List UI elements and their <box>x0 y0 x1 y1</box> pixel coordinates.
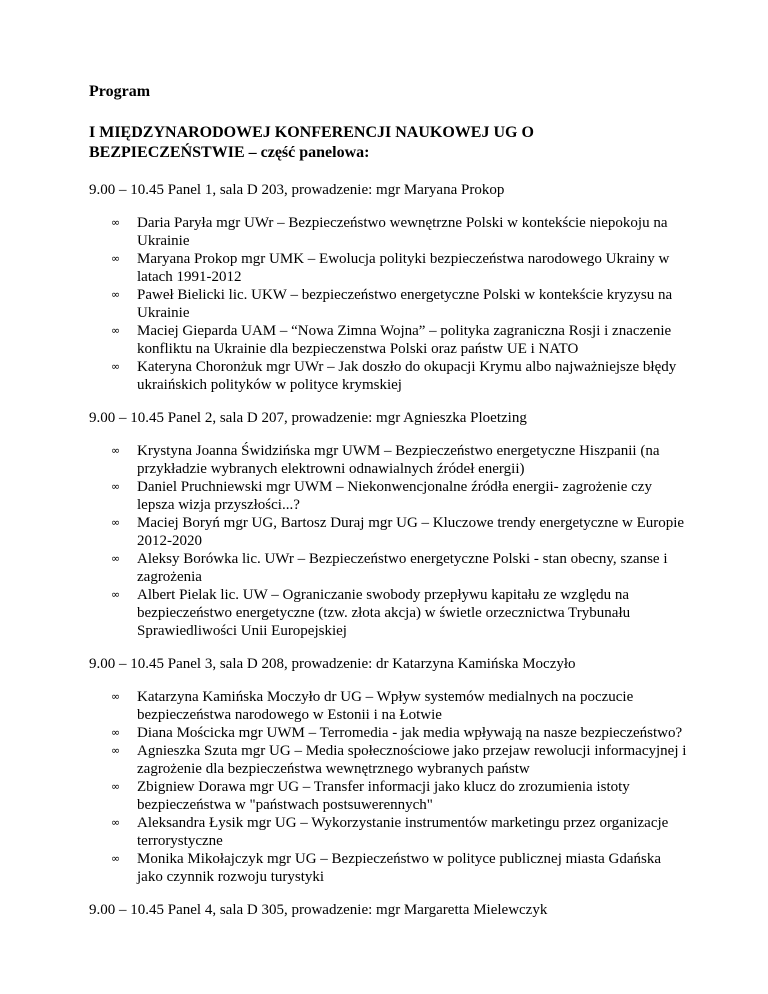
talk-item <box>111 322 689 358</box>
talk-item <box>111 586 689 640</box>
bullet-icon: ∞ <box>111 780 121 793</box>
talk-text: Albert Pielak lic. UW – Ograniczanie swobody przepływu kapitału ze względu na bezpieczeństwo energetyczne (tzw. złota akcja) w świetle orzecznictwa Trybunału Sprawiedliwości Unii Europejskiej <box>137 587 631 639</box>
panel-header: 9.00 – 10.45 Panel 3, sala D 208, prowadzenie: dr Katarzyna Kamińska Moczyło <box>89 656 576 672</box>
talk-item <box>111 850 689 886</box>
bullet-icon: ∞ <box>111 252 121 265</box>
talk-item <box>111 358 689 394</box>
talk-text: Aleksandra Łysik mgr UG – Wykorzystanie instrumentów marketingu przez organizacje terrorystyczne <box>137 815 669 849</box>
talk-text: Diana Mościcka mgr UWM – Terromedia - jak media wpływają na nasze bezpieczeństwo? <box>137 725 683 741</box>
bullet-icon: ∞ <box>111 852 121 865</box>
talk-text: Maciej Boryń mgr UG, Bartosz Duraj mgr UG – Kluczowe trendy energetyczne w Europie 2012-2020 <box>137 515 685 549</box>
panel-section <box>89 655 689 886</box>
panel-section <box>89 409 689 640</box>
talk-item <box>111 814 689 850</box>
conference-heading: I MIĘDZYNARODOWEJ KONFERENCJI NAUKOWEJ UG O BEZPIECZEŃSTWIE – część panelowa: <box>89 124 534 161</box>
bullet-icon: ∞ <box>111 216 121 229</box>
bullet-icon: ∞ <box>111 288 121 301</box>
talk-text: Katarzyna Kamińska Moczyło dr UG – Wpływ systemów medialnych na poczucie bezpieczeństwa narodowego w Estonii i na Łotwie <box>137 689 634 723</box>
talk-text: Daniel Pruchniewski mgr UWM – Niekonwencjonalne źródła energii- zagrożenie czy lepsza wizja przyszłości...? <box>137 479 652 513</box>
talk-item <box>111 778 689 814</box>
panels-container <box>89 181 689 919</box>
talk-item <box>111 250 689 286</box>
talk-item <box>111 514 689 550</box>
bullet-icon: ∞ <box>111 552 121 565</box>
talk-item <box>111 742 689 778</box>
panel-header: 9.00 – 10.45 Panel 1, sala D 203, prowadzenie: mgr Maryana Prokop <box>89 182 505 198</box>
panel-header: 9.00 – 10.45 Panel 2, sala D 207, prowadzenie: mgr Agnieszka Ploetzing <box>89 410 527 426</box>
bullet-icon: ∞ <box>111 516 121 529</box>
talk-list <box>89 214 689 394</box>
talk-text: Agnieszka Szuta mgr UG – Media społecznościowe jako przejaw rewolucji informacyjnej i zagrożenie dla bezpieczeństwa wewnętrznego wybranych państw <box>137 743 687 777</box>
talk-text: Aleksy Borówka lic. UWr – Bezpieczeństwo energetyczne Polski - stan obecny, szanse i zagrożenia <box>137 551 668 585</box>
talk-text: Krystyna Joanna Świdzińska mgr UWM – Bezpieczeństwo energetyczne Hiszpanii (na przykładzie wybranych elektrowni odnawialnych źródeł energii) <box>137 443 660 477</box>
talk-list <box>89 442 689 640</box>
bullet-icon: ∞ <box>111 816 121 829</box>
bullet-icon: ∞ <box>111 360 121 373</box>
document-page <box>89 82 689 934</box>
talk-text: Daria Paryła mgr UWr – Bezpieczeństwo wewnętrzne Polski w kontekście niepokoju na Ukrainie <box>137 215 668 249</box>
bullet-icon: ∞ <box>111 444 121 457</box>
talk-item <box>111 688 689 724</box>
talk-list <box>89 688 689 886</box>
bullet-icon: ∞ <box>111 324 121 337</box>
talk-text: Monika Mikołajczyk mgr UG – Bezpieczeństwo w polityce publicznej miasta Gdańska jako czynnik rozwoju turystyki <box>137 851 662 885</box>
panel-section <box>89 181 689 394</box>
talk-text: Zbigniew Dorawa mgr UG – Transfer informacji jako klucz do zrozumienia istoty bezpieczeństwa w "państwach postsuwerennych" <box>137 779 630 813</box>
talk-item <box>111 442 689 478</box>
talk-item <box>111 724 689 742</box>
panel-section <box>89 901 689 919</box>
panel-header: 9.00 – 10.45 Panel 4, sala D 305, prowadzenie: mgr Margaretta Mielewczyk <box>89 902 548 918</box>
talk-item <box>111 550 689 586</box>
talk-text: Kateryna Choronżuk mgr UWr – Jak doszło do okupacji Krymu albo najważniejsze błędy ukraińskich polityków w polityce krymskiej <box>137 359 677 393</box>
document-title: Program <box>89 83 151 100</box>
talk-text: Maryana Prokop mgr UMK – Ewolucja polityki bezpieczeństwa narodowego Ukrainy w latach 1991-2012 <box>137 251 670 285</box>
bullet-icon: ∞ <box>111 588 121 601</box>
talk-text: Maciej Gieparda UAM – “Nowa Zimna Wojna” – polityka zagraniczna Rosji i znaczenie konfliktu na Ukrainie dla bezpieczenstwa Polski oraz państw UE i NATO <box>137 323 672 357</box>
talk-item <box>111 214 689 250</box>
bullet-icon: ∞ <box>111 480 121 493</box>
bullet-icon: ∞ <box>111 690 121 703</box>
talk-item <box>111 478 689 514</box>
talk-item <box>111 286 689 322</box>
bullet-icon: ∞ <box>111 744 121 757</box>
bullet-icon: ∞ <box>111 726 121 739</box>
talk-text: Paweł Bielicki lic. UKW – bezpieczeństwo energetyczne Polski w kontekście kryzysu na Ukrainie <box>137 287 673 321</box>
